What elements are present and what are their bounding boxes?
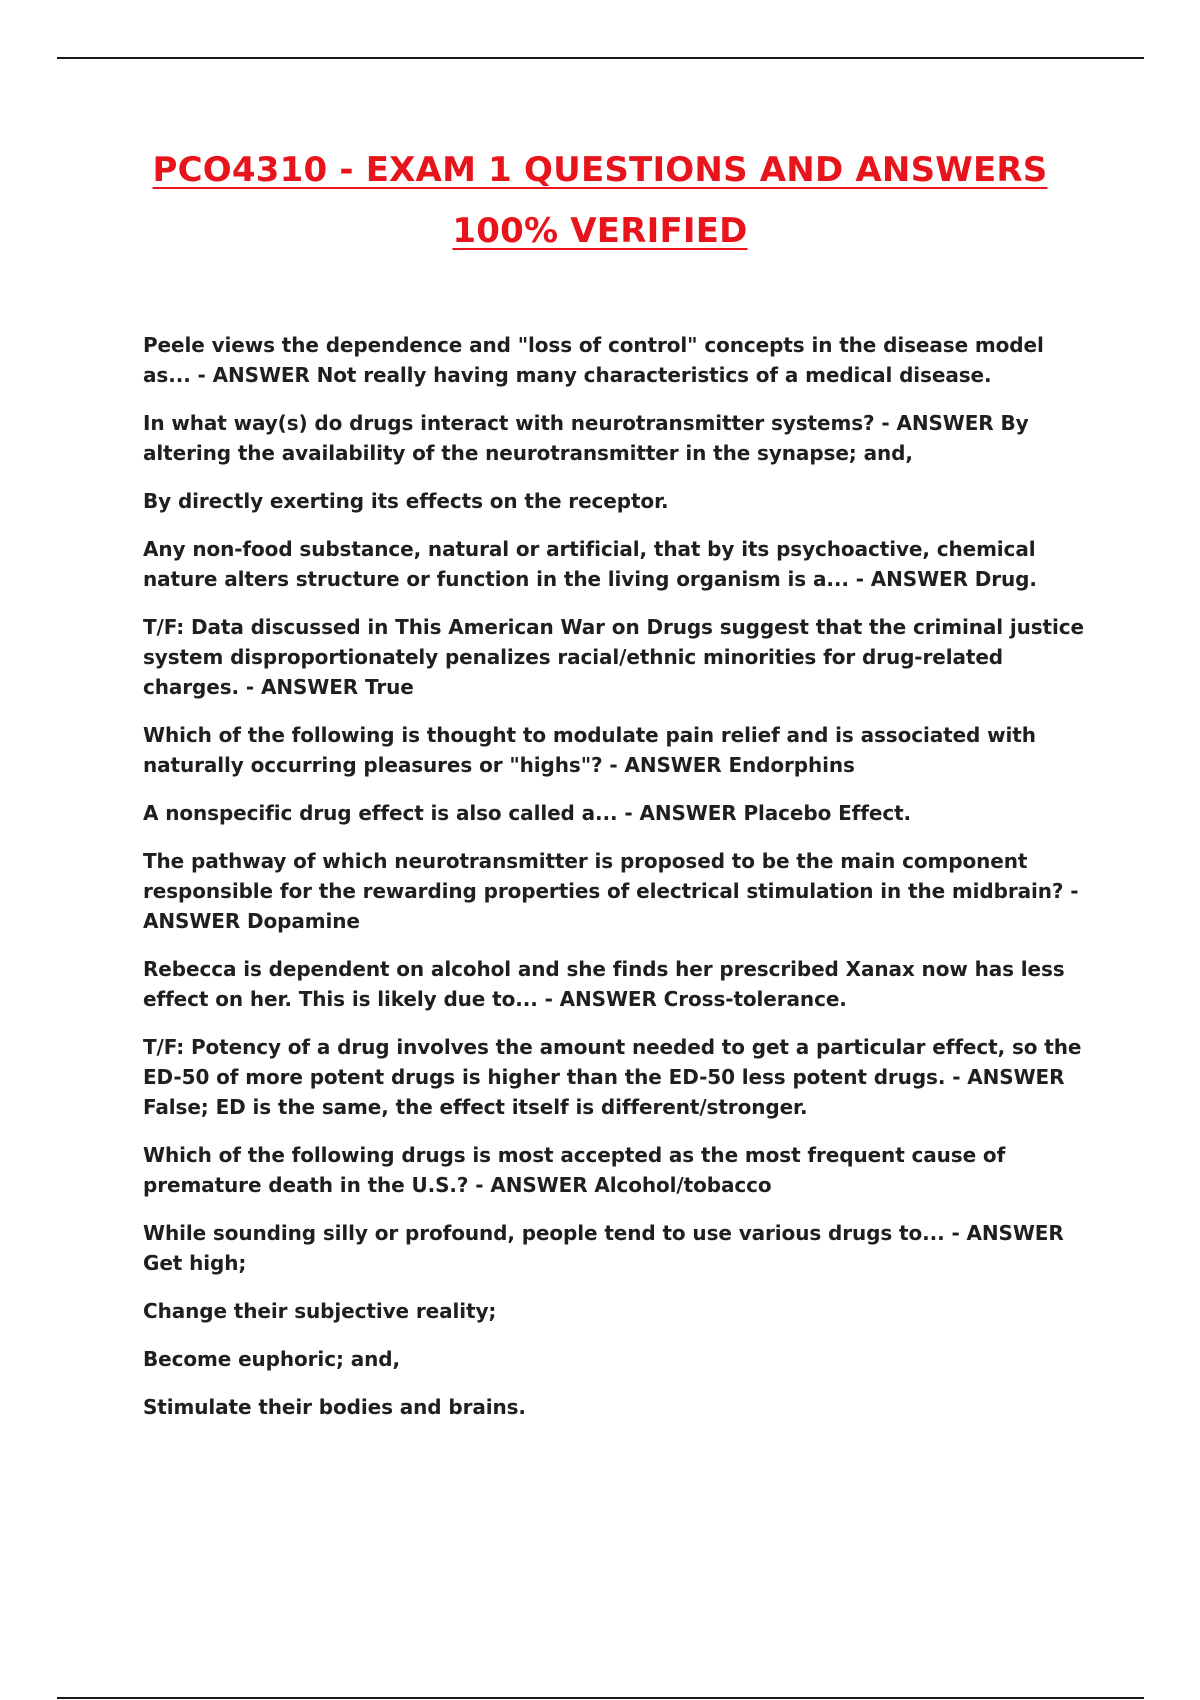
qa-paragraph: Peele views the dependence and "loss of control" concepts in the disease model as... - ANSWER Not really having many characteristics of a medical disease. [143, 333, 1044, 387]
qa-paragraph: Change their subjective reality; [143, 1299, 497, 1323]
qa-paragraph: In what way(s) do drugs interact with neurotransmitter systems? - ANSWER By altering the availability of the neurotransmitter in the synapse; and, [143, 411, 1029, 465]
qa-paragraph: Rebecca is dependent on alcohol and she finds her prescribed Xanax now has less effect on her. This is likely due to... - ANSWER Cross-tolerance. [143, 957, 1065, 1011]
qa-paragraph: Which of the following is thought to modulate pain relief and is associated with naturally occurring pleasures or "highs"? - ANSWER Endorphins [143, 723, 1036, 777]
footer-rule [57, 1697, 1144, 1699]
qa-paragraph: The pathway of which neurotransmitter is proposed to be the main component responsible for the rewarding properties of electrical stimulation in the midbrain? - ANSWER Dopamine [143, 849, 1079, 933]
qa-paragraph: Become euphoric; and, [143, 1347, 400, 1371]
qa-paragraph: A nonspecific drug effect is also called a... - ANSWER Placebo Effect. [143, 801, 912, 825]
qa-paragraph: T/F: Data discussed in This American War on Drugs suggest that the criminal justice system disproportionately penalizes racial/ethnic minorities for drug-related charges. - ANSWER True [143, 615, 1084, 699]
qa-paragraph: By directly exerting its effects on the receptor. [143, 489, 669, 513]
qa-paragraph: Stimulate their bodies and brains. [143, 1395, 526, 1419]
document-title [0, 140, 1200, 262]
header-rule [57, 57, 1144, 59]
qa-paragraph: Any non-food substance, natural or artificial, that by its psychoactive, chemical nature alters structure or function in the living organism is a... - ANSWER Drug. [143, 537, 1037, 591]
title-line-1: PCO4310 - EXAM 1 QUESTIONS AND ANSWERS [152, 150, 1048, 190]
qa-list [143, 330, 1093, 1440]
qa-paragraph: While sounding silly or profound, people tend to use various drugs to... - ANSWER Get high; [143, 1221, 1064, 1275]
qa-paragraph: T/F: Potency of a drug involves the amount needed to get a particular effect, so the ED-50 of more potent drugs is higher than the ED-50 less potent drugs. - ANSWER False; ED is the same, the effect itself is different/stronger. [143, 1035, 1082, 1119]
qa-paragraph: Which of the following drugs is most accepted as the most frequent cause of premature death in the U.S.? - ANSWER Alcohol/tobacco [143, 1143, 1006, 1197]
title-line-2: 100% VERIFIED [452, 211, 748, 251]
